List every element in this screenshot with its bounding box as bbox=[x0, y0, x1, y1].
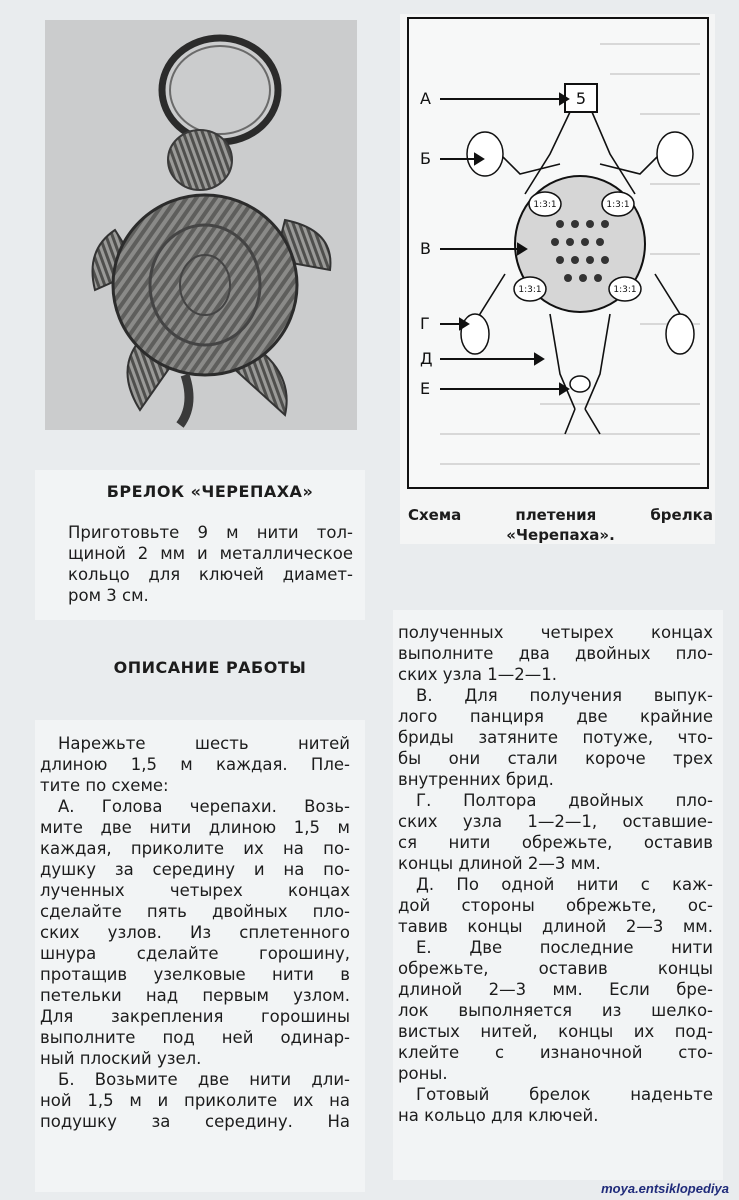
text-line: мите две нити длиною 1,5 м bbox=[40, 818, 350, 837]
text-line: В. Для получения выпук- bbox=[416, 686, 713, 705]
text-line: вистых нитей, концы их под- bbox=[398, 1022, 713, 1041]
text-line: выполните под ней одинар- bbox=[40, 1028, 350, 1047]
work-title: ОПИСАНИЕ РАБОТЫ bbox=[113, 658, 307, 677]
scheme-label-v: В bbox=[420, 239, 431, 258]
text-line: выполните два двойных пло- bbox=[398, 644, 713, 663]
text-line: подушку за середину. На bbox=[40, 1112, 350, 1131]
article-title: БРЕЛОК «ЧЕРЕПАХА» bbox=[106, 482, 314, 501]
text-line: лок выполняется из шелко- bbox=[398, 1001, 713, 1020]
scheme-label-e: Е bbox=[420, 379, 431, 398]
text-line: душку за середину и на по- bbox=[40, 860, 350, 879]
text-line: ских узла 1—2—1, оставшие- bbox=[398, 812, 713, 831]
text-line: Приготовьте 9 м нити тол- bbox=[68, 523, 353, 542]
text-line: концы длиной 2—3 мм. bbox=[398, 854, 601, 873]
text-line: ских узлов. Из сплетенного bbox=[40, 923, 350, 942]
text-line: кольцо для ключей диамет- bbox=[68, 565, 353, 584]
text-line: длиною 1,5 м каждая. Пле- bbox=[40, 755, 350, 774]
text-line: щиной 2 мм и металлическое bbox=[68, 544, 353, 563]
text-line: Б. Возьмите две нити дли- bbox=[58, 1070, 350, 1089]
text-line: ских узла 1—2—1. bbox=[398, 665, 557, 684]
text-line: бриды затяните потуже, что- bbox=[398, 728, 713, 747]
work-text-left bbox=[40, 733, 350, 1132]
text-line: клейте с изнаночной сто- bbox=[398, 1043, 713, 1062]
turtle-illustration bbox=[45, 20, 357, 430]
text-line: ся нити обрежьте, оставив bbox=[398, 833, 713, 852]
turtle-keychain-photo bbox=[45, 20, 357, 430]
knot-label: 1:3:1 bbox=[518, 285, 542, 295]
text-line: протащив узелковые нити в bbox=[40, 965, 350, 984]
text-line: дой стороны обрежьте, ос- bbox=[398, 896, 713, 915]
text-line: лого панциря две крайние bbox=[398, 707, 713, 726]
text-line: бы они стали короче трех bbox=[398, 749, 713, 768]
text-line: Д. По одной нити с каж- bbox=[416, 875, 713, 894]
weaving-scheme bbox=[400, 14, 715, 544]
scheme-label-g: Г bbox=[420, 314, 430, 333]
scheme-label-d: Д bbox=[420, 349, 433, 368]
text-line: Нарежьте шесть нитей bbox=[58, 734, 350, 753]
text-line: каждая, приколите их на по- bbox=[40, 839, 350, 858]
scheme-label-a: А bbox=[420, 89, 431, 108]
text-line: роны. bbox=[398, 1064, 448, 1083]
text-line: тавив концы длиной 2—3 мм. bbox=[398, 917, 713, 936]
scheme-label-b: Б bbox=[420, 149, 431, 168]
text-line: Для закрепления горошины bbox=[40, 1007, 350, 1026]
caption-line: «Черепаха». bbox=[506, 526, 615, 544]
text-line: ром 3 см. bbox=[68, 586, 149, 605]
knot-label: 1:3:1 bbox=[606, 200, 630, 210]
intro-text bbox=[68, 522, 353, 606]
text-line: петельки над первым узлом. bbox=[40, 986, 350, 1005]
text-line: Е. Две последние нити bbox=[416, 938, 713, 957]
knot-label: 1:3:1 bbox=[533, 200, 557, 210]
text-line: А. Голова черепахи. Возь- bbox=[58, 797, 350, 816]
text-line: шнура сделайте горошину, bbox=[40, 944, 350, 963]
watermark: moya.entsiklopediya bbox=[601, 1181, 729, 1196]
caption-line: Схема плетения брелка bbox=[408, 506, 713, 524]
scheme-diagram bbox=[400, 14, 715, 504]
text-line: обрежьте, оставив концы bbox=[398, 959, 713, 978]
text-line: ной 1,5 м и приколите их на bbox=[40, 1091, 350, 1110]
text-line: сделайте пять двойных пло- bbox=[40, 902, 350, 921]
text-line: на кольцо для ключей. bbox=[398, 1106, 599, 1125]
scheme-box-number: 5 bbox=[575, 89, 587, 108]
text-line: Готовый брелок наденьте bbox=[416, 1085, 713, 1104]
text-line: полученных четырех концах bbox=[398, 623, 713, 642]
work-text-right bbox=[398, 622, 713, 1126]
text-line: лученных четырех концах bbox=[40, 881, 350, 900]
text-line: ный плоский узел. bbox=[40, 1049, 202, 1068]
knot-label: 1:3:1 bbox=[613, 285, 637, 295]
text-line: Г. Полтора двойных пло- bbox=[416, 791, 713, 810]
text-line: тите по схеме: bbox=[40, 776, 169, 795]
text-line: длиной 2—3 мм. Если бре- bbox=[398, 980, 713, 999]
text-line: внутренних брид. bbox=[398, 770, 554, 789]
scheme-caption bbox=[408, 505, 713, 545]
